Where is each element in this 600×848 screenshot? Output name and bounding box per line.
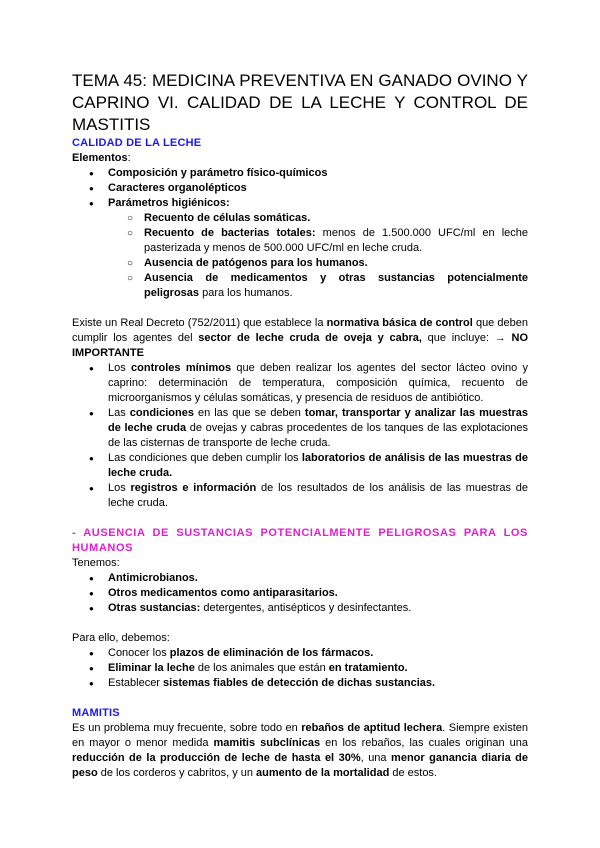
list-item: [72, 481, 528, 511]
elementos-list: [72, 166, 528, 301]
list-item: [72, 166, 528, 181]
para-ello-line: Para ello, debemos:: [72, 632, 170, 644]
text-run: de los animales que están: [194, 662, 329, 674]
list-item: [72, 451, 528, 481]
list-item: [72, 661, 528, 676]
list-item: [72, 571, 528, 586]
text-run: Los: [108, 482, 131, 494]
item-text: Composición y parámetro físico-químicos: [108, 167, 328, 179]
text-run: que deben realizar los agentes del sector lácteo ovino y caprino: determinación de temperatura, composición química, recuento de microorganismos y células somáticas, y presencia de residuos de antibiótico.: [108, 362, 529, 404]
list-item: [72, 226, 528, 256]
bold-run: sistemas fiables de detección de dichas sustancias.: [163, 677, 436, 689]
section-heading-ausencia: - AUSENCIA DE SUSTANCIAS POTENCIALMENTE PELIGROSAS PARA LOS HUMANOS: [72, 527, 528, 554]
list-item: [72, 271, 528, 301]
item-text: Ausencia de patógenos para los humanos.: [144, 257, 368, 269]
item-text: para los humanos.: [199, 287, 293, 299]
bold-run: NO IMPORTANTE: [72, 332, 529, 359]
text-run: en los rebaños, las cuales originan una: [320, 737, 529, 749]
item-text: menos de 1.500.000 UFC/ml en leche pasterizada y menos de 500.000 UFC/ml en leche cruda.: [144, 227, 528, 254]
text-run: Conocer los: [108, 647, 170, 659]
bold-run: rebaños de aptitud lechera: [301, 722, 443, 734]
list-item: [72, 181, 528, 196]
text-run: que deben cumplir los agentes del: [72, 317, 528, 344]
list-item: [72, 361, 528, 406]
bold-run: menor ganancia diaria de peso: [72, 752, 529, 779]
text-run: de estos.: [389, 767, 437, 779]
text-run: Establecer: [108, 677, 164, 689]
text-run: Los: [108, 362, 132, 374]
bold-run: Eliminar la leche: [108, 662, 195, 674]
item-text: Caracteres organolépticos: [108, 182, 247, 194]
bold-run: registros e información: [130, 482, 257, 494]
text-run: Existe un Real Decreto (752/2011) que establece la: [72, 317, 327, 329]
text-run: de los resultados de los análisis de las muestras de leche cruda.: [108, 482, 528, 509]
text-run: de los corderos y cabritos, y un: [97, 767, 257, 779]
elementos-colon: :: [127, 152, 131, 164]
item-text: Parámetros higiénicos:: [108, 197, 230, 209]
list-item: [72, 256, 528, 271]
bold-run: aumento de la mortalidad: [256, 767, 390, 779]
mamitis-paragraph: [72, 721, 528, 781]
elementos-line: [72, 151, 528, 166]
document-page: [72, 70, 528, 781]
list-item: [72, 646, 528, 661]
bold-run: sector de leche cruda de oveja y cabra,: [198, 332, 422, 344]
tenemos-line: Tenemos:: [72, 557, 120, 569]
section-heading-mamitis: MAMITIS: [72, 707, 120, 719]
text-run: de ovejas y cabras procedentes de los tanques de las explotaciones de las cisternas de transporte de leche cruda.: [108, 422, 528, 449]
text-run: que incluye: →: [421, 332, 512, 344]
section-heading-calidad: CALIDAD DE LA LECHE: [72, 137, 202, 149]
text-run: Las condiciones que deben cumplir los: [108, 452, 302, 464]
list-item: [72, 676, 528, 691]
bold-run: Otros medicamentos como antiparasitarios.: [108, 587, 338, 599]
elementos-label: Elementos: [72, 152, 128, 164]
list-item: [72, 586, 528, 601]
list-item: [72, 601, 528, 616]
bold-run: mamitis subclínicas: [213, 737, 321, 749]
text-run: , una: [360, 752, 392, 764]
document-title: TEMA 45: MEDICINA PREVENTIVA EN GANADO OVINO Y CAPRINO VI. CALIDAD DE LA LECHE Y CONTROL DE MASTITIS: [72, 71, 528, 134]
text-run: en las que se deben: [193, 407, 305, 419]
text-run: Las: [108, 407, 130, 419]
text-run: detergentes, antisépticos y desinfectantes.: [200, 602, 412, 614]
bold-run: reducción de la producción de leche de hasta el 30%: [72, 752, 361, 764]
bold-run: tomar, transportar y analizar las muestras de leche cruda: [108, 407, 528, 434]
decreto-paragraph: [72, 316, 528, 361]
bold-run: Otras sustancias:: [108, 602, 201, 614]
tenemos-list: [72, 571, 528, 616]
item-bold: Recuento de bacterias totales:: [144, 227, 316, 239]
bold-run: plazos de eliminación de los fármacos.: [169, 647, 374, 659]
list-item: [72, 406, 528, 451]
parametros-sublist: [72, 211, 528, 301]
item-bold: Ausencia de medicamentos y otras sustancias potencialmente peligrosas: [144, 272, 528, 299]
bold-run: normativa básica de control: [326, 317, 473, 329]
bold-run: Antimicrobianos.: [108, 572, 198, 584]
text-run: . Siempre existen en mayor o menor medida: [72, 722, 528, 749]
decreto-list: [72, 361, 528, 511]
bold-run: condiciones: [129, 407, 194, 419]
bold-run: laboratorios de análisis de las muestras de leche cruda.: [108, 452, 529, 479]
debemos-list: [72, 646, 528, 691]
list-item: [72, 211, 528, 226]
list-item: [72, 196, 528, 301]
bold-run: en tratamiento.: [328, 662, 408, 674]
bold-run: controles mínimos: [131, 362, 232, 374]
text-run: Es un problema muy frecuente, sobre todo en: [72, 722, 302, 734]
item-text: Recuento de células somáticas.: [144, 212, 311, 224]
